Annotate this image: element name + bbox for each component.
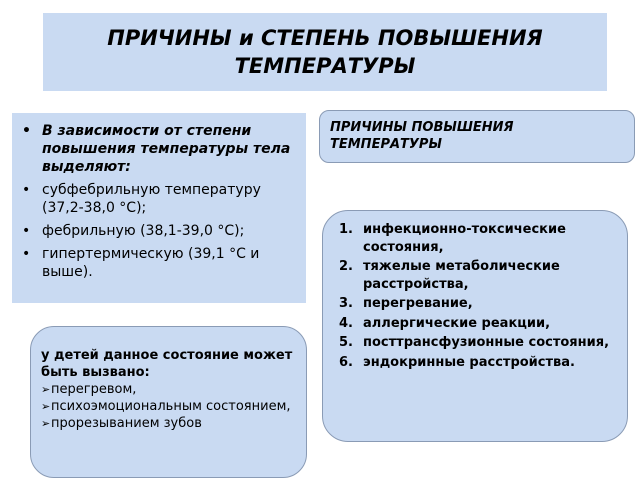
cause-number: 1.	[339, 222, 353, 237]
degree-item-text: субфебрильную температуру (37,2-38,0 °С);	[42, 182, 261, 216]
cause-number: 4.	[339, 315, 353, 331]
children-item-text: прорезыванием зубов	[51, 416, 202, 431]
children-item	[41, 398, 300, 415]
degrees-list	[20, 122, 300, 281]
cause-number: 5.	[339, 335, 353, 350]
round-bullet-icon: •	[22, 223, 31, 239]
cause-item	[339, 334, 615, 352]
degree-item-subfebrile	[20, 181, 300, 217]
cause-text: посттрансфузионные состояния,	[363, 335, 610, 350]
page-title-line1: ПРИЧИНЫ и СТЕПЕНЬ ПОВЫШЕНИЯ	[107, 26, 543, 50]
cause-text: аллергические реакции,	[363, 315, 551, 331]
degrees-lead-text: В зависимости от степени повышения температуры тела выделяют:	[42, 123, 291, 175]
degrees-lead-item	[20, 122, 300, 176]
cause-item	[339, 315, 615, 333]
degree-item-text: гипертермическую (39,1 °С и выше).	[42, 246, 260, 280]
causes-heading-panel	[319, 110, 635, 163]
cause-item	[339, 295, 615, 313]
causes-heading: ПРИЧИНЫ ПОВЫШЕНИЯ ТЕМПЕРАТУРЫ	[330, 120, 514, 152]
children-item	[41, 381, 300, 398]
page-title-line2: ТЕМПЕРАТУРЫ	[234, 54, 416, 78]
round-bullet-icon: •	[22, 182, 31, 198]
cause-number: 6.	[339, 354, 353, 370]
cause-item	[339, 354, 615, 372]
round-bullet-icon: •	[22, 123, 31, 139]
cause-number: 2.	[339, 259, 353, 274]
children-item-text: перегревом,	[51, 382, 137, 397]
title-banner	[43, 13, 607, 91]
cause-item	[339, 258, 615, 293]
cause-text: эндокринные расстройства.	[363, 354, 575, 370]
cause-text: перегревание,	[363, 296, 473, 311]
cause-item	[339, 221, 615, 256]
children-panel	[30, 326, 307, 478]
children-heading: у детей данное состояние может быть вызвано:	[41, 348, 293, 380]
round-bullet-icon: •	[22, 246, 31, 262]
degree-item-hyperthermic	[20, 245, 300, 281]
page-title	[107, 24, 542, 80]
children-item-text: психоэмоциональным состоянием,	[51, 399, 291, 414]
arrow-bullet-icon: ➢	[41, 383, 51, 396]
causes-panel	[322, 210, 628, 442]
cause-number: 3.	[339, 296, 353, 311]
children-item	[41, 415, 300, 432]
arrow-bullet-icon: ➢	[41, 417, 51, 430]
causes-list	[339, 221, 615, 371]
arrow-bullet-icon: ➢	[41, 400, 51, 413]
degrees-panel	[12, 113, 306, 303]
children-list	[41, 381, 300, 432]
cause-text: инфекционно-токсические состояния,	[363, 222, 566, 255]
cause-text: тяжелые метаболические расстройства,	[363, 259, 560, 292]
degree-item-text: фебрильную (38,1-39,0 °С);	[42, 223, 245, 239]
degree-item-febrile	[20, 222, 300, 240]
